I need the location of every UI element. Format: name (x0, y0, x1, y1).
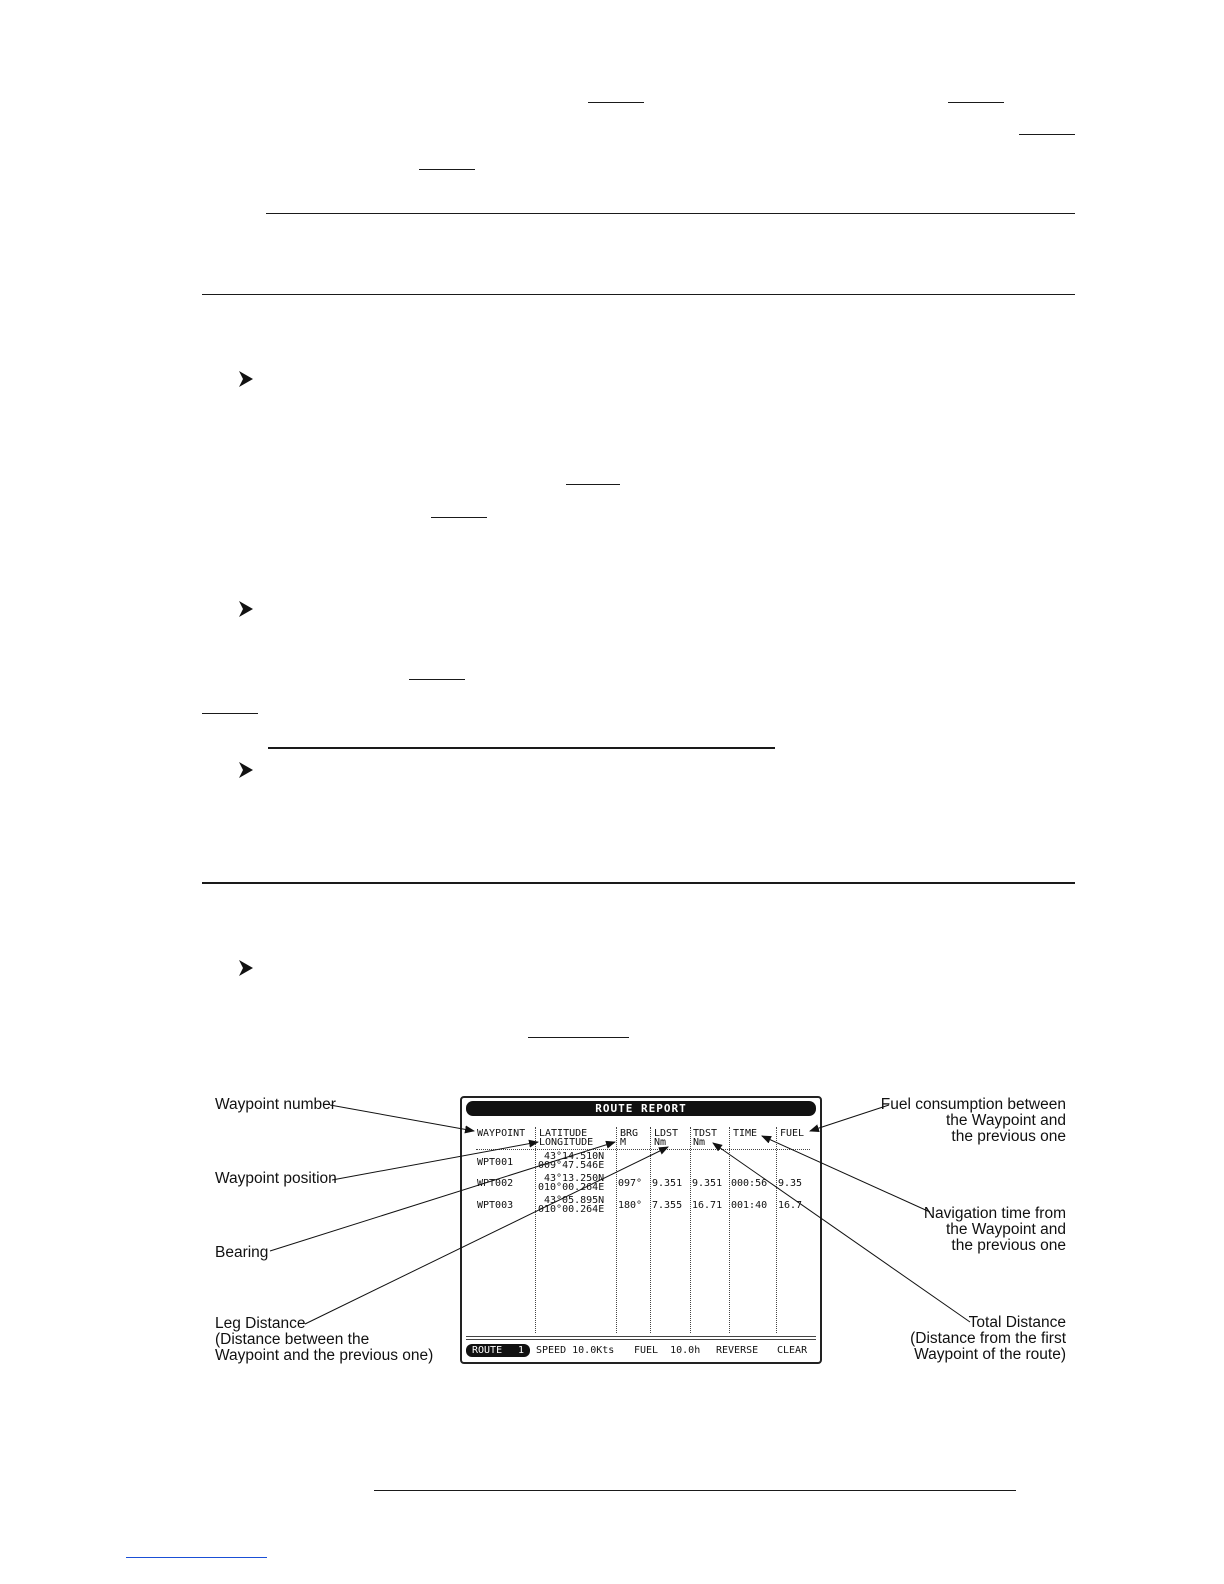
callout-leg-distance-2: (Distance between the (215, 1331, 370, 1348)
row3-name: WPT003 (477, 1200, 514, 1211)
callout-fuel-3: the previous one (951, 1128, 1066, 1145)
row3-time: 001:40 (731, 1200, 768, 1211)
clear-softkey[interactable]: CLEAR (777, 1345, 808, 1356)
callout-waypoint-position: Waypoint position (215, 1170, 337, 1187)
row2-fuel: 9.35 (778, 1178, 803, 1189)
leader-bearing (270, 1142, 615, 1251)
callout-nav-time-2: the Waypoint and (945, 1221, 1066, 1238)
col-longitude: LONGITUDE (539, 1137, 594, 1148)
row1-name: WPT001 (477, 1157, 514, 1168)
row3-ldst: 7.355 (652, 1200, 683, 1211)
callout-leg-distance-3: Waypoint and the previous one) (215, 1347, 434, 1364)
screen-title: ROUTE REPORT (466, 1101, 816, 1116)
callout-total-1: Total Distance (968, 1314, 1066, 1331)
row2-time: 000:56 (731, 1178, 768, 1189)
leader-total-distance (713, 1143, 970, 1322)
link-underline (126, 1557, 267, 1558)
callout-waypoint-number: Waypoint number (215, 1096, 336, 1113)
reverse-softkey[interactable]: REVERSE (716, 1345, 759, 1356)
leader-waypoint-position (332, 1142, 538, 1180)
leader-nav-time (762, 1136, 930, 1212)
callout-fuel-1: Fuel consumption between (880, 1096, 1066, 1113)
col-waypoint: WAYPOINT (477, 1128, 526, 1139)
col-ldst: LDST (654, 1128, 679, 1139)
row3-tdst: 16.71 (692, 1200, 723, 1211)
row2-lon: 010°00.264E (538, 1182, 605, 1193)
row2-tdst: 9.351 (692, 1178, 723, 1189)
row1-lat: 43°14.510N (544, 1151, 605, 1162)
route-label: ROUTE (472, 1345, 503, 1356)
col-tdst: TDST (693, 1128, 718, 1139)
leader-fuel (810, 1105, 889, 1131)
row3-brg: 180° (618, 1200, 643, 1211)
callout-leg-distance-1: Leg Distance (215, 1315, 306, 1332)
leader-leg-distance (305, 1147, 668, 1324)
callout-total-3: Waypoint of the route) (914, 1346, 1066, 1363)
route-number: 1 (518, 1345, 525, 1356)
speed-value: 10.0Kts (572, 1345, 615, 1356)
row3-fuel: 16.7 (778, 1200, 803, 1211)
row3-lat: 43°05.895N (544, 1195, 605, 1206)
callout-nav-time-3: the previous one (951, 1237, 1066, 1254)
fuel-label: FUEL (634, 1345, 659, 1356)
callout-bearing: Bearing (215, 1244, 269, 1261)
callout-total-2: (Distance from the first (910, 1330, 1066, 1347)
fuel-value: 10.0h (670, 1345, 701, 1356)
col-ldst-unit: Nm (654, 1137, 667, 1148)
col-fuel: FUEL (780, 1128, 805, 1139)
row1-lon: 009°47.546E (538, 1160, 605, 1171)
callout-fuel-2: the Waypoint and (945, 1112, 1066, 1129)
row2-lat: 43°13.250N (544, 1173, 605, 1184)
row2-brg: 097° (618, 1178, 643, 1189)
row2-ldst: 9.351 (652, 1178, 683, 1189)
row2-name: WPT002 (477, 1178, 514, 1189)
col-brg: BRG (620, 1128, 639, 1139)
col-brg-unit: M (620, 1137, 627, 1148)
speed-label: SPEED (536, 1345, 567, 1356)
col-latitude: LATITUDE (539, 1128, 588, 1139)
callout-nav-time-1: Navigation time from (923, 1205, 1066, 1222)
leader-waypoint-number (330, 1105, 474, 1131)
col-tdst-unit: Nm (693, 1137, 706, 1148)
row3-lon: 010°00.264E (538, 1204, 605, 1215)
footer-rule (374, 1490, 1016, 1491)
col-time: TIME (733, 1128, 758, 1139)
